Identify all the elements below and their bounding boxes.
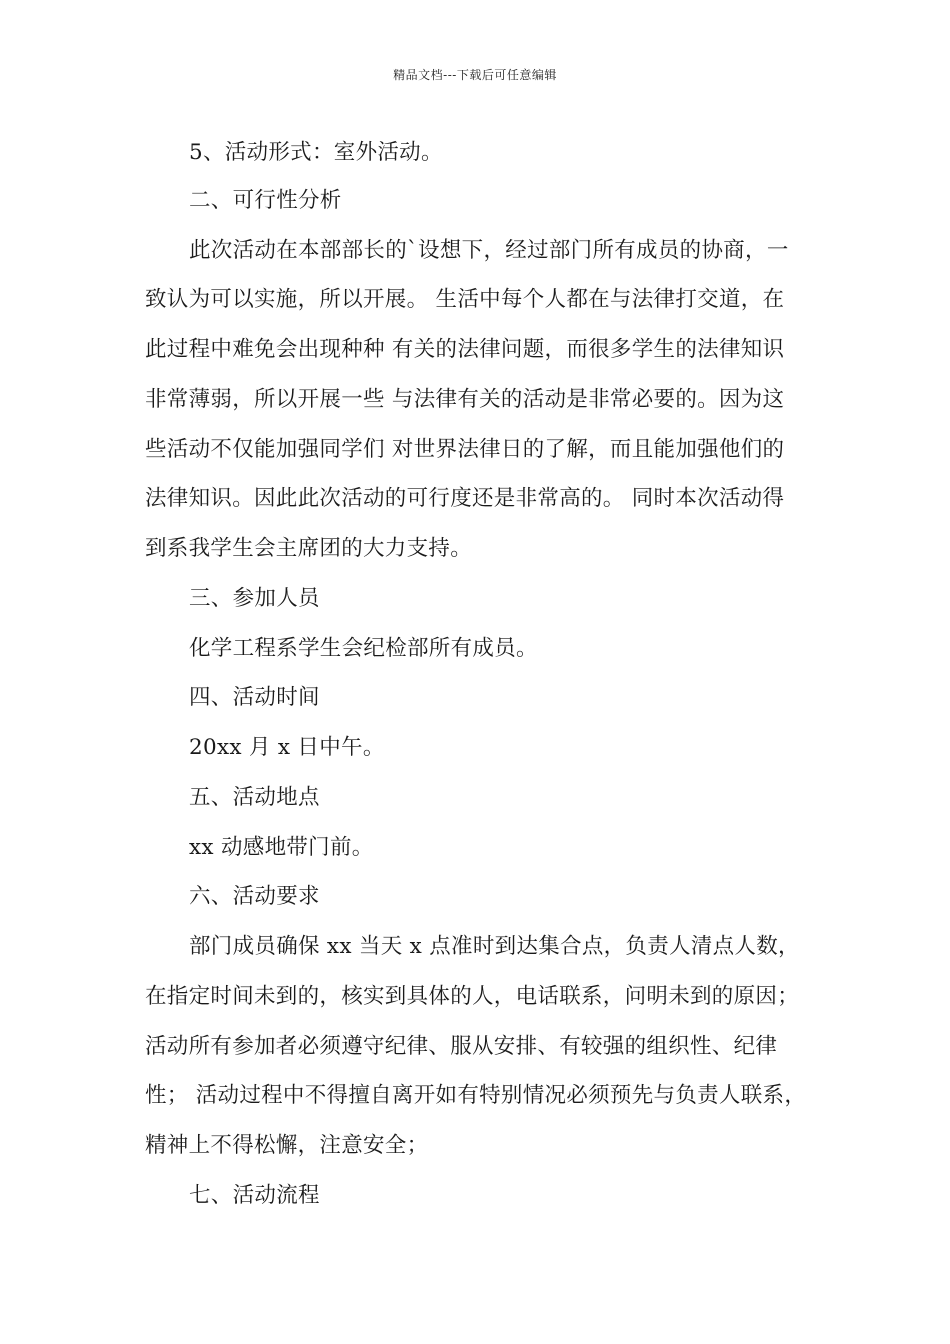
section-heading: 六、活动要求 bbox=[189, 884, 320, 909]
text-line: 致认为可以实施，所以开展。 生活中每个人都在与法律打交道，在 bbox=[145, 287, 785, 312]
section-heading: 五、活动地点 bbox=[189, 785, 320, 810]
text-line: 性； 活动过程中不得擅自离开如有特别情况必须预先与负责人联系， bbox=[145, 1083, 807, 1108]
text-line: 些活动不仅能加强同学们 对世界法律日的了解，而且能加强他们的 bbox=[145, 437, 785, 462]
text-line: 5、活动形式：室外活动。 bbox=[189, 140, 443, 165]
section-heading: 七、活动流程 bbox=[189, 1183, 320, 1208]
text-line: 此次活动在本部部长的`设想下，经过部门所有成员的协商，一 bbox=[189, 238, 789, 263]
text-line: 精神上不得松懈，注意安全； bbox=[145, 1133, 429, 1158]
text-line: 非常薄弱，所以开展一些 与法律有关的活动是非常必要的。因为这 bbox=[145, 387, 785, 412]
text-line: xx 动感地带门前。 bbox=[189, 835, 374, 860]
text-line: 活动所有参加者必须遵守纪律、服从安排、有较强的组织性、纪律 bbox=[145, 1034, 778, 1059]
text-line: 法律知识。因此此次活动的可行度还是非常高的。 同时本次活动得 bbox=[145, 486, 785, 511]
text-line: 到系我学生会主席团的大力支持。 bbox=[145, 536, 473, 561]
section-heading: 四、活动时间 bbox=[189, 685, 320, 710]
text-line: 在指定时间未到的，核实到具体的人，电话联系，问明未到的原因； bbox=[145, 984, 800, 1009]
text-line: 20xx 月 x 日中午。 bbox=[189, 735, 385, 760]
text-line: 部门成员确保 xx 当天 x 点准时到达集合点，负责人清点人数， bbox=[189, 934, 800, 959]
section-heading: 二、可行性分析 bbox=[189, 188, 342, 213]
text-line: 此过程中难免会出现种种 有关的法律问题，而很多学生的法律知识 bbox=[145, 337, 785, 362]
text-line: 化学工程系学生会纪检部所有成员。 bbox=[189, 636, 538, 661]
section-heading: 三、参加人员 bbox=[189, 586, 320, 611]
page-header: 精品文档---下载后可任意编辑 bbox=[393, 68, 557, 82]
